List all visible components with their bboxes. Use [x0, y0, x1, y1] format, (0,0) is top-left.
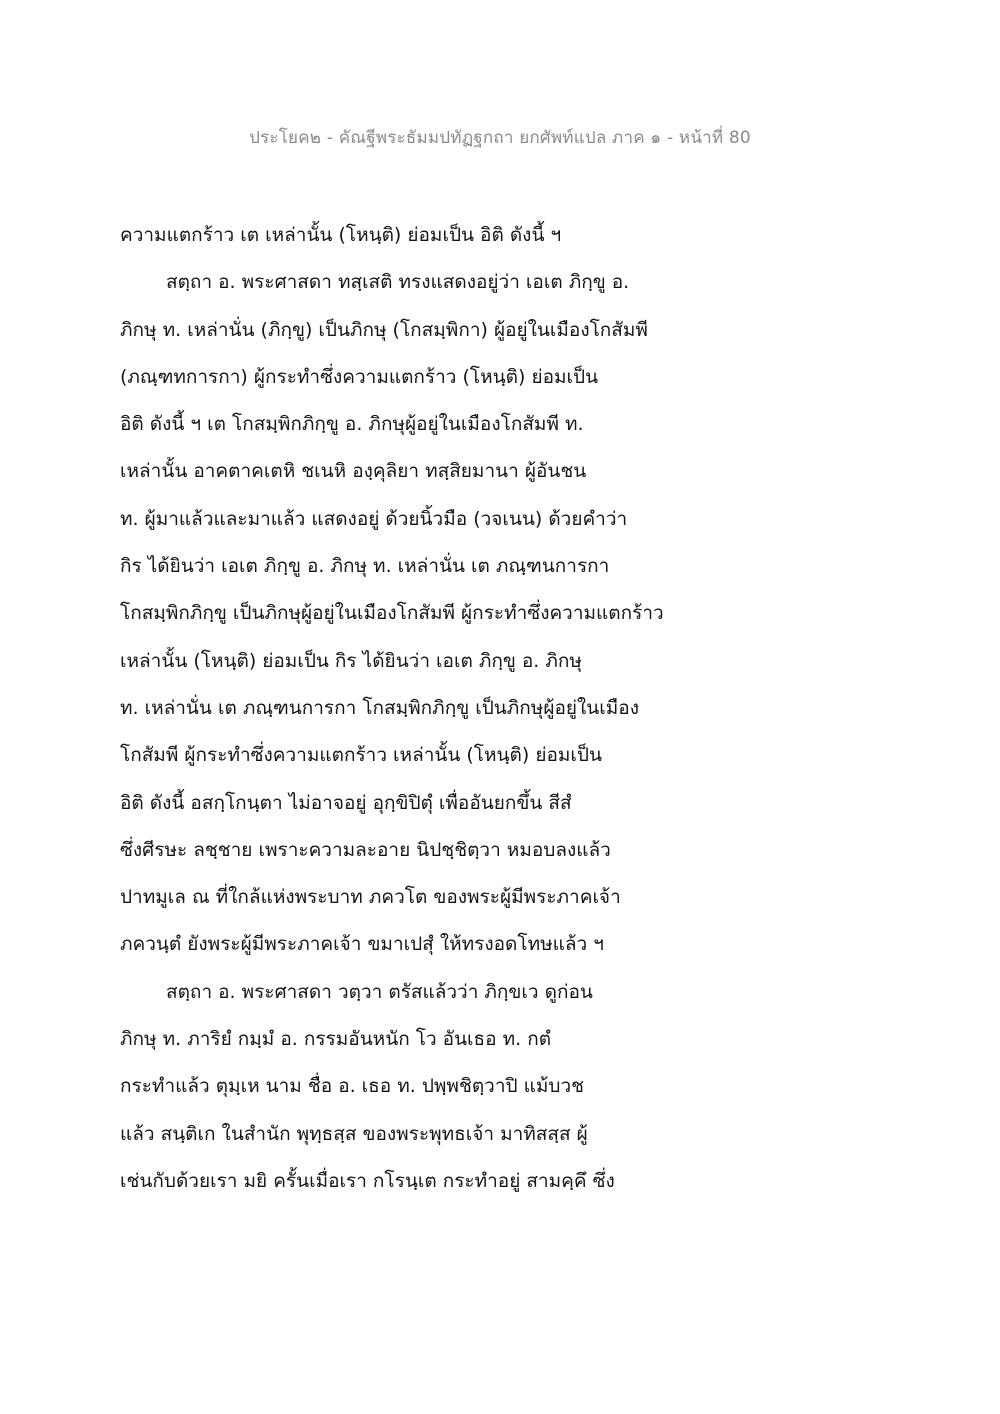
paragraph-first-line: สตฺถา อ. พระศาสดา วตฺวา ตรัสแล้วว่า ภิกฺขเว ดูก่อน — [166, 980, 593, 1003]
text-line: อิติ ดังนี้ ฯ เต โกสมฺพิกภิกฺขู อ. ภิกษุผู้อยู่ในเมืองโกสัมพี ท. — [120, 413, 584, 436]
text-line: กระทำแล้ว ตุมฺเห นาม ชื่อ อ. เธอ ท. ปพฺพชิตฺวาปิ แม้บวช — [120, 1075, 585, 1098]
text-line: เหล่านั้น (โหนฺติ) ย่อมเป็น กิร ได้ยินว่า เอเต ภิกฺขู อ. ภิกษุ — [120, 649, 582, 672]
text-line: โกสมฺพิกภิกฺขู เป็นภิกษุผู้อยู่ในเมืองโกสัมพี ผู้กระทำซึ่งความแตกร้าว — [120, 602, 664, 625]
text-line: ซึ่งศีรษะ ลชฺชาย เพราะความละอาย นิปชฺชิตฺวา หมอบลงแล้ว — [120, 838, 611, 861]
text-line: อิติ ดังนี้ อสกฺโกนฺตา ไม่อาจอยู่ อุกฺขิปิตุํ เพื่ออันยกขึ้น สีสํ — [120, 791, 572, 814]
text-line: ปาทมูเล ณ ที่ใกล้แห่งพระบาท ภควโต ของพระผู้มีพระภาคเจ้า — [120, 886, 621, 909]
paragraph-first-line: สตฺถา อ. พระศาสดา ทสฺเสติ ทรงแสดงอยู่ว่า เอเต ภิกฺขู อ. — [166, 271, 630, 294]
text-line: ภควนฺตํ ยังพระผู้มีพระภาคเจ้า ขมาเปสุํ ให้ทรงอดโทษแล้ว ฯ — [120, 933, 604, 956]
text-line: เหล่านั้น อาคตาคเตหิ ชเนหิ องฺคุลิยา ทสฺสิยมานา ผู้อันชน — [120, 460, 587, 483]
text-line: แล้ว สนฺติเก ในสำนัก พุทฺธสฺส ของพระพุทธเจ้า มาทิสสฺส ผู้ — [120, 1122, 588, 1145]
text-line: (ภณฺฑทการกา) ผู้กระทำซึ่งความแตกร้าว (โหนฺติ) ย่อมเป็น — [120, 365, 599, 388]
text-line: ภิกษุ ท. ภาริยํ กมฺมํ อ. กรรมอันหนัก โว อันเธอ ท. กตํ — [120, 1028, 552, 1051]
text-line: ภิกษุ ท. เหล่านั่น (ภิกฺขู) เป็นภิกษุ (โกสมฺพิกา) ผู้อยู่ในเมืองโกสัมพี — [120, 318, 648, 341]
page-running-header: ประโยค๒ - คัณฐีพระธัมมปทัฏฐกถา ยกศัพท์แปล ภาค ๑ - หน้าที่ 80 — [249, 128, 751, 148]
text-line: ท. เหล่านั่น เต ภณฺฑนการกา โกสมฺพิกภิกฺขู เป็นภิกษุผู้อยู่ในเมือง — [120, 696, 639, 719]
text-line: ความแตกร้าว เต เหล่านั้น (โหนฺติ) ย่อมเป็น อิติ ดังนี้ ฯ — [120, 224, 562, 246]
text-line: กิร ได้ยินว่า เอเต ภิกฺขู อ. ภิกษุ ท. เหล่านั่น เต ภณฺฑนการกา — [120, 555, 610, 578]
text-line: ท. ผู้มาแล้วและมาแล้ว แสดงอยู่ ด้วยนิ้วมือ (วจเนน) ด้วยคำว่า — [120, 507, 628, 530]
text-line: โกสัมพี ผู้กระทำซึ่งความแตกร้าว เหล่านั้น (โหนฺติ) ย่อมเป็น — [120, 744, 602, 767]
document-body — [120, 212, 880, 1205]
text-line: เช่นกับด้วยเรา มยิ ครั้นเมื่อเรา กโรนฺเต กระทำอยู่ สามคฺคึ ซึ่ง — [120, 1169, 615, 1192]
